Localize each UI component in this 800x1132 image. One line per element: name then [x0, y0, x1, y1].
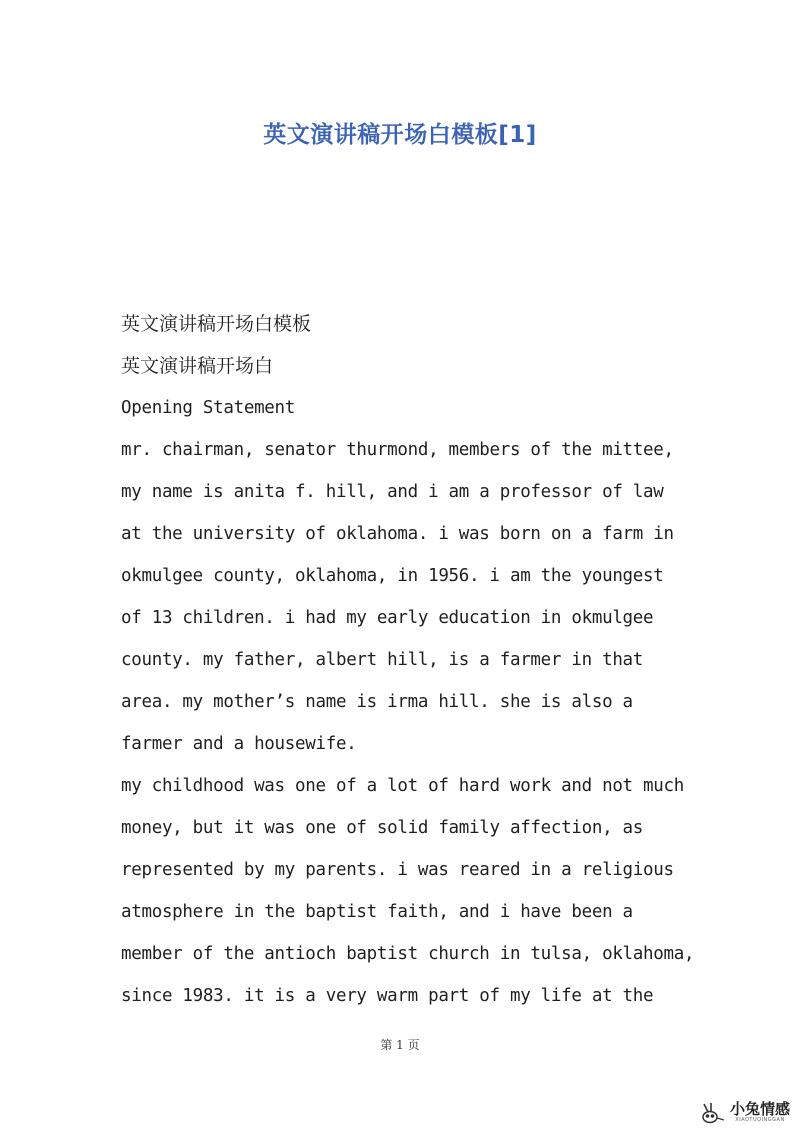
document-subheading: 英文演讲稿开场白	[121, 355, 274, 377]
text-line: member of the antioch baptist church in tulsa, oklahoma,	[121, 944, 695, 964]
page-number: 第 1 页	[380, 1038, 420, 1052]
watermark-logo	[698, 1101, 790, 1124]
text-line: atmosphere in the baptist faith, and i have been a	[121, 902, 633, 922]
text-line: farmer and a housewife.	[121, 734, 357, 754]
text-line: represented by my parents. i was reared in a religious	[121, 860, 674, 880]
text-line: money, but it was one of solid family affection, as	[121, 818, 644, 838]
text-line: since 1983. it is a very warm part of my life at the	[121, 986, 654, 1006]
text-line: at the university of oklahoma. i was born on a farm in	[121, 524, 674, 544]
document-heading: 英文演讲稿开场白模板	[121, 313, 312, 335]
text-line: area. my mother’s name is irma hill. she is also a	[121, 692, 633, 712]
watermark-subtitle: XIAOTUQINGGAN	[735, 1117, 785, 1123]
text-line: my name is anita f. hill, and i am a professor of law	[121, 482, 664, 502]
watermark-name: 小兔情感	[729, 1100, 790, 1118]
text-line: of 13 children. i had my early education in okmulgee	[121, 608, 654, 628]
text-line: county. my father, albert hill, is a farmer in that	[121, 650, 644, 670]
text-line: Opening Statement	[121, 398, 296, 418]
rabbit-logo-icon	[698, 1102, 726, 1124]
text-line: my childhood was one of a lot of hard work and not much	[121, 776, 684, 796]
document-body	[121, 303, 701, 1017]
text-line: okmulgee county, oklahoma, in 1956. i am the youngest	[121, 566, 664, 586]
text-line: mr. chairman, senator thurmond, members of the mittee,	[121, 440, 674, 460]
page-title: 英文演讲稿开场白模板[1]	[263, 122, 537, 148]
